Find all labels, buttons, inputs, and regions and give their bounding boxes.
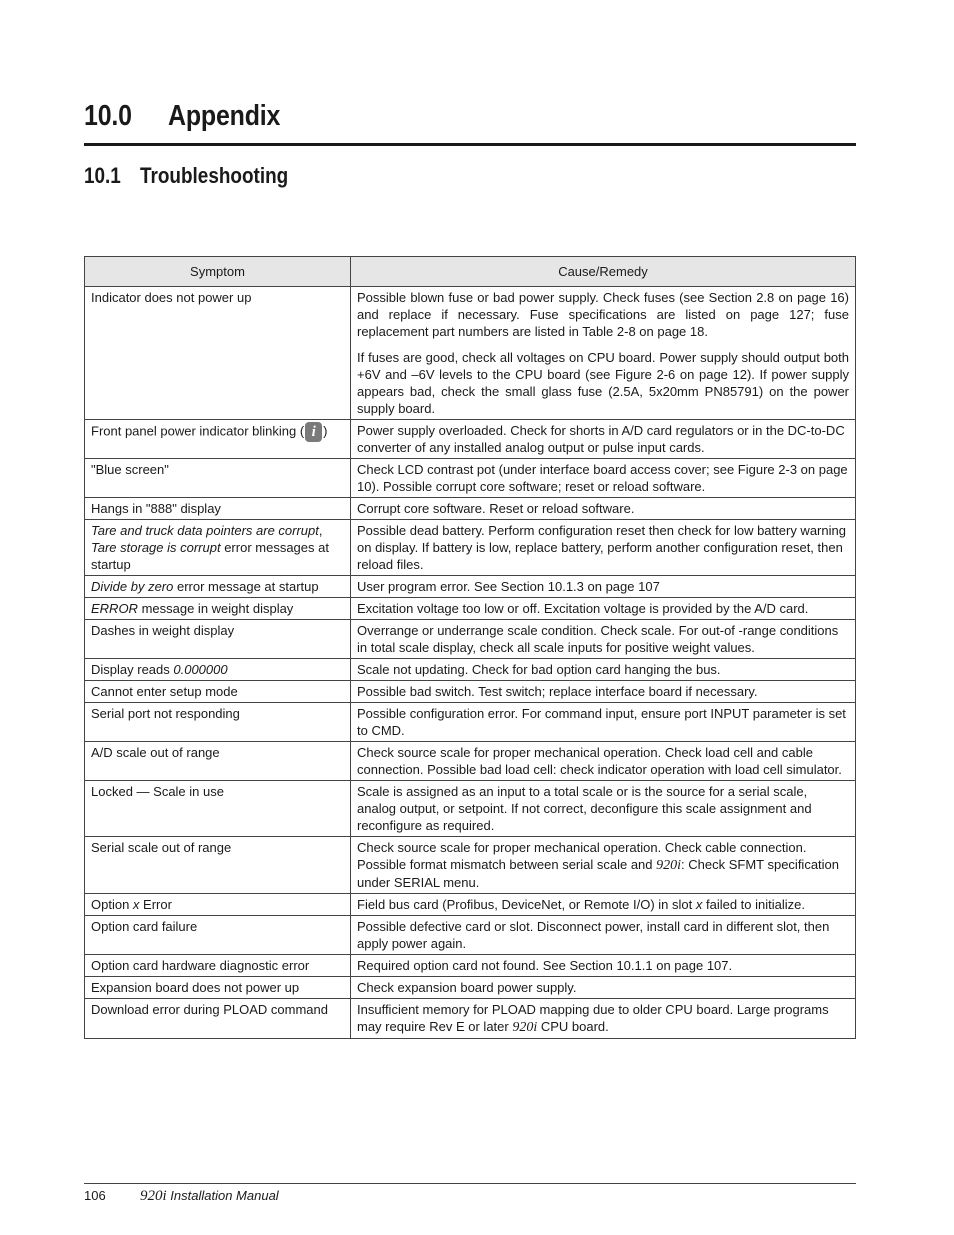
text-run: Indicator does not power up bbox=[91, 290, 252, 305]
text-run: "Blue screen" bbox=[91, 462, 169, 477]
text-run: If fuses are good, check all voltages on CPU board. Power supply should output both +6V and –6V levels to the CPU board (see Figure 2-6 on page 12). If power supply appears bad, check the small glass fuse (2.5A, 5x20mm PN85791) on the power supply board. bbox=[357, 350, 849, 416]
symptom-cell bbox=[85, 837, 351, 894]
table-row bbox=[85, 703, 856, 742]
remedy-paragraph bbox=[357, 1001, 849, 1036]
remedy-cell bbox=[351, 620, 856, 659]
text-run: Possible dead battery. Perform configuration reset then check for low battery warning on display. If battery is low, replace battery, perform another configuration reset, then reload files. bbox=[357, 523, 846, 572]
text-run: Front panel power indicator blinking ( bbox=[91, 423, 305, 439]
text-run: failed to initialize. bbox=[702, 897, 805, 912]
remedy-cell bbox=[351, 576, 856, 598]
symptom-cell bbox=[85, 999, 351, 1039]
remedy-cell bbox=[351, 955, 856, 977]
remedy-cell bbox=[351, 681, 856, 703]
symptom-cell bbox=[85, 681, 351, 703]
symptom-cell bbox=[85, 598, 351, 620]
remedy-cell bbox=[351, 999, 856, 1039]
remedy-cell bbox=[351, 498, 856, 520]
text-run: Check expansion board power supply. bbox=[357, 980, 577, 995]
text-run: Hangs in "888" display bbox=[91, 501, 221, 516]
remedy-cell bbox=[351, 742, 856, 781]
text-run: ) bbox=[323, 423, 328, 439]
remedy-paragraph bbox=[357, 500, 849, 517]
text-run: Possible defective card or slot. Disconnect power, install card in different slot, then apply power again. bbox=[357, 919, 830, 951]
text-run: Scale is assigned as an input to a total scale or is the source for a serial scale, analog output, or setpoint. If not correct, deconfigure this scale assignment and reconfigure as required. bbox=[357, 784, 812, 833]
text-run: CPU board. bbox=[537, 1019, 609, 1034]
table-body bbox=[85, 287, 856, 1039]
remedy-cell bbox=[351, 420, 856, 459]
table-row bbox=[85, 620, 856, 659]
table-row bbox=[85, 955, 856, 977]
table-row bbox=[85, 598, 856, 620]
troubleshooting-table bbox=[84, 256, 856, 1039]
section-heading bbox=[84, 96, 856, 146]
remedy-paragraph bbox=[357, 289, 849, 340]
subsection-number: 10.1 bbox=[84, 163, 121, 188]
italic-text: Tare and truck data pointers are corrupt bbox=[91, 523, 319, 538]
text-run: Cannot enter setup mode bbox=[91, 684, 238, 699]
remedy-paragraph bbox=[357, 522, 849, 573]
remedy-cell bbox=[351, 781, 856, 837]
text-run: Serial port not responding bbox=[91, 706, 240, 721]
table-row bbox=[85, 459, 856, 498]
symptom-cell bbox=[85, 459, 351, 498]
remedy-paragraph bbox=[357, 918, 849, 952]
text-run: Check LCD contrast pot (under interface board access cover; see Figure 2-3 on page 10). Possible corrupt core software; reset or reload software. bbox=[357, 462, 848, 494]
remedy-cell bbox=[351, 659, 856, 681]
remedy-cell bbox=[351, 894, 856, 916]
symptom-cell bbox=[85, 742, 351, 781]
table-row bbox=[85, 781, 856, 837]
remedy-paragraph bbox=[357, 422, 849, 456]
remedy-paragraph bbox=[357, 896, 849, 913]
table-row bbox=[85, 287, 856, 420]
text-run: User program error. See Section 10.1.3 on page 107 bbox=[357, 579, 660, 594]
italic-text: 0.000000 bbox=[173, 662, 228, 677]
remedy-cell bbox=[351, 598, 856, 620]
remedy-cell bbox=[351, 459, 856, 498]
text-run: Scale not updating. Check for bad option card hanging the bus. bbox=[357, 662, 721, 677]
text-run: message in weight display bbox=[137, 601, 294, 616]
italic-text: ERROR bbox=[91, 601, 138, 616]
text-run: Required option card not found. See Section 10.1.1 on page 107. bbox=[357, 958, 733, 973]
text-run: Display reads bbox=[91, 662, 174, 677]
text-run: error message at startup bbox=[173, 579, 319, 594]
text-run: Download error during PLOAD command bbox=[91, 1002, 328, 1017]
footer-rule bbox=[84, 1183, 856, 1184]
remedy-paragraph bbox=[357, 461, 849, 495]
remedy-paragraph bbox=[357, 600, 849, 617]
text-run: error messages at startup bbox=[91, 540, 329, 572]
text-run: , bbox=[318, 523, 323, 538]
text-run: Corrupt core software. Reset or reload software. bbox=[357, 501, 635, 516]
italic-text: Divide by zero bbox=[91, 579, 174, 594]
text-run: Error bbox=[139, 897, 172, 912]
text-run: Expansion board does not power up bbox=[91, 980, 300, 995]
symptom-cell bbox=[85, 287, 351, 420]
page-number: 106 bbox=[84, 1188, 106, 1203]
remedy-cell bbox=[351, 520, 856, 576]
text-run: Field bus card (Profibus, DeviceNet, or Remote I/O) in slot bbox=[357, 897, 696, 912]
remedy-paragraph bbox=[357, 705, 849, 739]
remedy-paragraph bbox=[357, 839, 849, 891]
table-row bbox=[85, 659, 856, 681]
remedy-paragraph bbox=[357, 349, 849, 417]
symptom-cell bbox=[85, 916, 351, 955]
text-run: Overrange or underrange scale condition. Check scale. For out-of -range conditions in total scale display, check all scale inputs for positive weight values. bbox=[357, 623, 839, 655]
italic-text: x bbox=[132, 897, 140, 912]
header-symptom: Symptom bbox=[85, 257, 351, 287]
header-cause-remedy: Cause/Remedy bbox=[351, 257, 856, 287]
remedy-paragraph bbox=[357, 783, 849, 834]
symptom-cell bbox=[85, 781, 351, 837]
symptom-cell bbox=[85, 620, 351, 659]
text-run: Power supply overloaded. Check for shorts in A/D card regulators or in the DC-to-DC converter of any installed analog output or pulse input cards. bbox=[357, 423, 845, 455]
remedy-cell bbox=[351, 703, 856, 742]
text-run: Check source scale for proper mechanical operation. Check cable connection. Possible format mismatch between serial scale and bbox=[357, 840, 807, 872]
symptom-cell bbox=[85, 498, 351, 520]
remedy-paragraph bbox=[357, 957, 849, 974]
text-run: Insufficient memory for PLOAD mapping due to older CPU board. Large programs may require Rev E or later bbox=[357, 1002, 829, 1034]
section-title: Appendix bbox=[168, 100, 281, 132]
text-run: Serial scale out of range bbox=[91, 840, 232, 855]
remedy-paragraph bbox=[357, 683, 849, 700]
remedy-cell bbox=[351, 977, 856, 999]
table-row bbox=[85, 916, 856, 955]
table-row bbox=[85, 498, 856, 520]
text-run: Possible bad switch. Test switch; replace interface board if necessary. bbox=[357, 684, 758, 699]
text-run: Possible configuration error. For command input, ensure port INPUT parameter is set to CMD. bbox=[357, 706, 846, 738]
table-row bbox=[85, 576, 856, 598]
text-run: Dashes in weight display bbox=[91, 623, 235, 638]
text-run: Option card failure bbox=[91, 919, 198, 934]
symptom-cell bbox=[85, 659, 351, 681]
table-row bbox=[85, 977, 856, 999]
table-row bbox=[85, 520, 856, 576]
text-run: A/D scale out of range bbox=[91, 745, 220, 760]
symptom-cell bbox=[85, 955, 351, 977]
symptom-cell bbox=[85, 420, 351, 459]
symptom-cell bbox=[85, 977, 351, 999]
table-header-row bbox=[85, 257, 856, 287]
text-run: Possible blown fuse or bad power supply. Check fuses (see Section 2.8 on page 16) and replace if necessary. Fuse specifications are listed on page 127; fuse replacement part numbers are listed in Table 2-8 on page 18. bbox=[357, 290, 849, 339]
remedy-paragraph bbox=[357, 744, 849, 778]
italic-text: Tare storage is corrupt bbox=[91, 540, 221, 555]
product-name: 920i bbox=[656, 858, 682, 873]
remedy-paragraph bbox=[357, 979, 849, 996]
footer-title: Installation Manual bbox=[170, 1188, 279, 1203]
text-run: Option card hardware diagnostic error bbox=[91, 958, 310, 973]
remedy-paragraph bbox=[357, 622, 849, 656]
remedy-paragraph bbox=[357, 578, 849, 595]
table-row bbox=[85, 420, 856, 459]
table-row bbox=[85, 681, 856, 703]
info-icon: i bbox=[305, 422, 322, 442]
text-run: Check source scale for proper mechanical operation. Check load cell and cable connection. Possible bad load cell: check indicator operation with load cell simulator. bbox=[357, 745, 842, 777]
table-row bbox=[85, 742, 856, 781]
text-run: : Check SFMT specification under SERIAL menu. bbox=[357, 857, 840, 890]
remedy-cell bbox=[351, 837, 856, 894]
footer-brand: 920i bbox=[140, 1188, 167, 1204]
table-row bbox=[85, 894, 856, 916]
symptom-cell bbox=[85, 894, 351, 916]
symptom-cell bbox=[85, 576, 351, 598]
text-run: Option bbox=[91, 897, 133, 912]
remedy-paragraph bbox=[357, 661, 849, 678]
subsection-title: Troubleshooting bbox=[140, 163, 289, 188]
symptom-cell bbox=[85, 703, 351, 742]
remedy-cell bbox=[351, 287, 856, 420]
symptom-cell bbox=[85, 520, 351, 576]
text-run: Excitation voltage too low or off. Excitation voltage is provided by the A/D card. bbox=[357, 601, 809, 616]
page-footer bbox=[84, 1188, 279, 1205]
remedy-cell bbox=[351, 916, 856, 955]
product-name: 920i bbox=[512, 1020, 538, 1035]
table-row bbox=[85, 999, 856, 1039]
text-run: Locked — Scale in use bbox=[91, 784, 224, 799]
table-row bbox=[85, 837, 856, 894]
section-number: 10.0 bbox=[84, 100, 132, 132]
italic-text: x bbox=[695, 897, 703, 912]
